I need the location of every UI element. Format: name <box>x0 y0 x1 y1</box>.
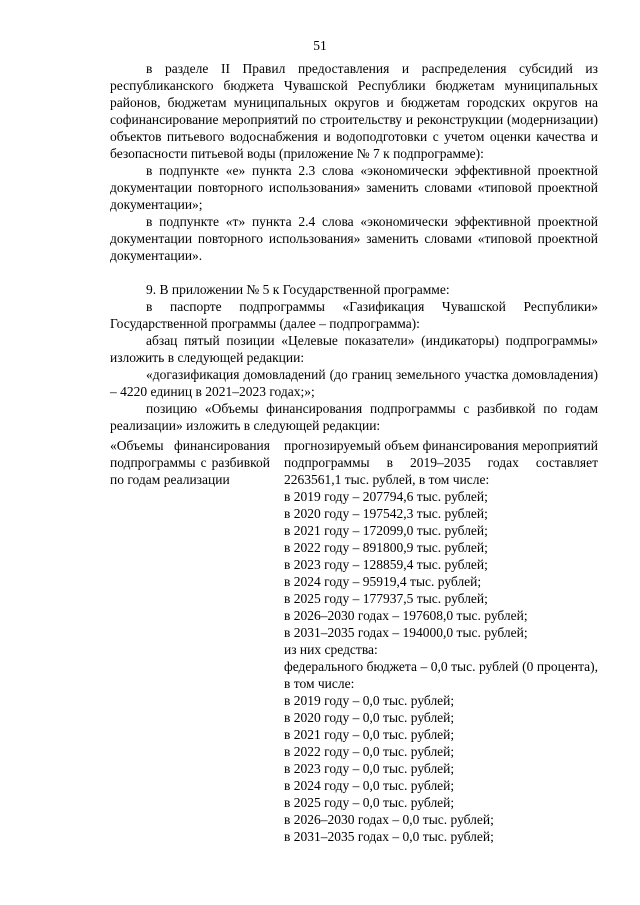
year-line: в 2026–2030 годах – 0,0 тыс. рублей; <box>284 812 494 827</box>
table-left-cell: «Объемы финансирования подпрограммы с разбивкой по годам реализации <box>110 438 270 487</box>
year-line: в 2019 году – 207794,6 тыс. рублей; <box>284 489 488 504</box>
year-line: в 2021 году – 0,0 тыс. рублей; <box>284 727 455 742</box>
paragraph: абзац пятый позиции «Целевые показатели» (индикаторы) подпрограммы» изложить в следующей редакции: <box>110 333 598 365</box>
year-line: в 2022 году – 891800,9 тыс. рублей; <box>284 540 488 555</box>
year-line: в 2023 году – 128859,4 тыс. рублей; <box>284 557 488 572</box>
year-line: в 2019 году – 0,0 тыс. рублей; <box>284 693 455 708</box>
paragraph-gap <box>110 264 598 281</box>
document-body <box>110 60 598 434</box>
table-right-cell <box>284 437 598 845</box>
year-line: в 2031–2035 годах – 0,0 тыс. рублей; <box>284 829 494 844</box>
year-line: в 2026–2030 годах – 197608,0 тыс. рублей; <box>284 608 528 623</box>
year-line: в 2025 году – 0,0 тыс. рублей; <box>284 795 455 810</box>
federal-intro: федерального бюджета – 0,0 тыс. рублей (0 процента), в том числе: <box>284 659 598 691</box>
year-line: в 2021 году – 172099,0 тыс. рублей; <box>284 523 488 538</box>
paragraph: в разделе II Правил предоставления и распределения субсидий из республиканского бюджета Чувашской Республики бюджетам муниципальных районов, бюджетам муниципальных округов и бюджетам городских округов на софинансирование мероприятий по строительству и реконструкции (модернизации) объектов питьевого водоснабжения и водоподготовки с учетом оценки качества и безопасности питьевой воды (приложение № 7 к подпрограмме): <box>110 61 598 161</box>
year-line: в 2020 году – 0,0 тыс. рублей; <box>284 710 455 725</box>
year-line: в 2025 году – 177937,5 тыс. рублей; <box>284 591 488 606</box>
paragraph: в подпункте «т» пункта 2.4 слова «экономически эффективной проектной документации повторного использования» заменить словами «типовой проектной документации». <box>110 214 598 263</box>
financing-intro: прогнозируемый объем финансирования мероприятий подпрограммы в 2019–2035 годах составляет 2263561,1 тыс. рублей, в том числе: <box>284 438 598 487</box>
page-number: 51 <box>313 38 327 53</box>
year-line: в 2022 году – 0,0 тыс. рублей; <box>284 744 455 759</box>
sources-label: из них средства: <box>284 642 378 657</box>
year-line: в 2020 году – 197542,3 тыс. рублей; <box>284 506 488 521</box>
year-line: в 2024 году – 95919,4 тыс. рублей; <box>284 574 482 589</box>
year-line: в 2024 году – 0,0 тыс. рублей; <box>284 778 455 793</box>
year-line: в 2023 году – 0,0 тыс. рублей; <box>284 761 455 776</box>
paragraph: «догазификация домовладений (до границ земельного участка домовладения) – 4220 единиц в 2021–2023 годах;»; <box>110 367 598 399</box>
paragraph: в паспорте подпрограммы «Газификация Чувашской Республики» Государственной программы (далее – подпрограмма): <box>110 299 598 331</box>
paragraph: позицию «Объемы финансирования подпрограммы с разбивкой по годам реализации» изложить в следующей редакции: <box>110 401 598 433</box>
year-line: в 2031–2035 годах – 194000,0 тыс. рублей; <box>284 625 528 640</box>
paragraph: в подпункте «е» пункта 2.3 слова «экономически эффективной проектной документации повторного использования» заменить словами «типовой проектной документации»; <box>110 163 598 212</box>
section-heading: 9. В приложении № 5 к Государственной программе: <box>146 282 450 297</box>
